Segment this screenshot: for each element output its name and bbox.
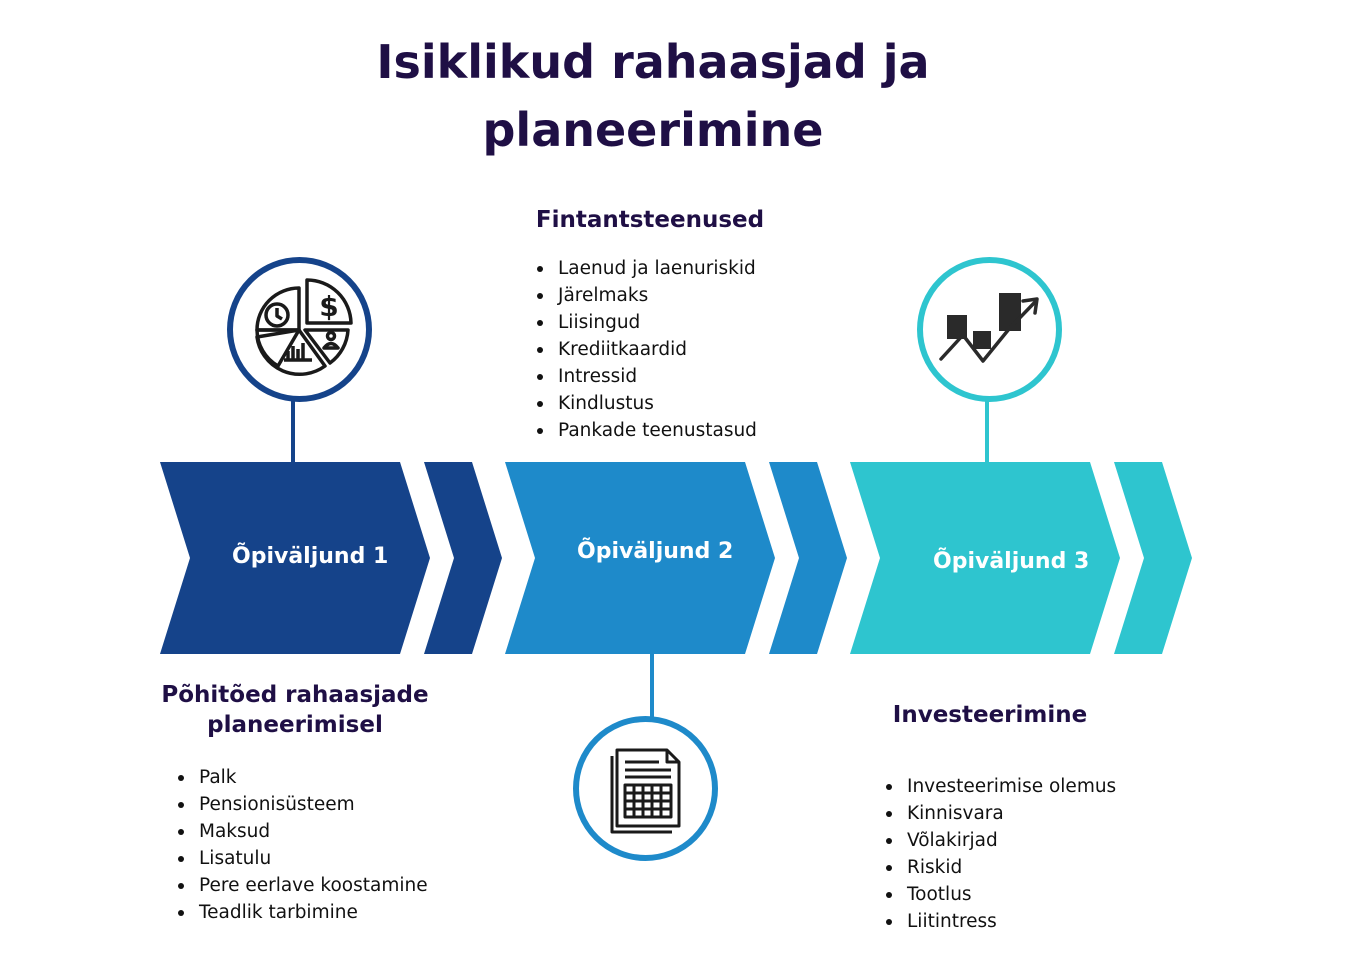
list-item: Pankade teenustasud <box>558 417 757 444</box>
list-item: Intressid <box>558 363 757 390</box>
page-title-line-2: planeerimine <box>482 103 824 157</box>
list-item: Investeerimise olemus <box>907 773 1116 800</box>
stage-3-icon-circle <box>917 257 1062 402</box>
chevron-stage-1-tail <box>424 462 502 654</box>
stage-1-label: Õpiväljund 1 <box>232 544 389 569</box>
stage-1-icon-circle <box>227 257 372 402</box>
services-title: Fintantsteenused <box>535 207 765 233</box>
list-item: Võlakirjad <box>907 827 1116 854</box>
list-item: Pensionisüsteem <box>199 791 428 818</box>
list-item: Kindlustus <box>558 390 757 417</box>
list-item: Riskid <box>907 854 1116 881</box>
list-item: Liitintress <box>907 908 1116 935</box>
list-item: Maksud <box>199 818 428 845</box>
list-item: Lisatulu <box>199 845 428 872</box>
basics-title-line-1: Põhitõed rahaasjade <box>161 682 429 708</box>
list-item: Pere eerlave koostamine <box>199 872 428 899</box>
list-item: Järelmaks <box>558 282 757 309</box>
finance-pie-chart-icon <box>233 263 366 396</box>
list-item: Liisingud <box>558 309 757 336</box>
list-item: Laenud ja laenuriskid <box>558 255 757 282</box>
chevron-stage-3-tail <box>1114 462 1192 654</box>
growth-chart-arrow-icon <box>923 263 1056 396</box>
services-list <box>534 255 757 444</box>
chevron-stage-2-tail <box>769 462 847 654</box>
list-item: Kinnisvara <box>907 800 1116 827</box>
list-item: Krediitkaardid <box>558 336 757 363</box>
stage-2-label: Õpiväljund 2 <box>577 539 734 564</box>
list-item: Teadlik tarbimine <box>199 899 428 926</box>
basics-list <box>175 764 428 926</box>
investing-list <box>883 773 1116 935</box>
list-item: Palk <box>199 764 428 791</box>
page-title-line-1: Isiklikud rahaasjad ja <box>376 35 930 89</box>
svg-text:$: $ <box>319 290 339 323</box>
stage-3-label: Õpiväljund 3 <box>933 549 1090 574</box>
list-item: Tootlus <box>907 881 1116 908</box>
basics-title-line-2: planeerimisel <box>207 712 383 738</box>
stage-2-icon-circle <box>573 716 718 861</box>
document-spreadsheet-icon <box>579 722 712 855</box>
investing-title: Investeerimine <box>892 702 1088 728</box>
basics-title <box>145 680 445 740</box>
